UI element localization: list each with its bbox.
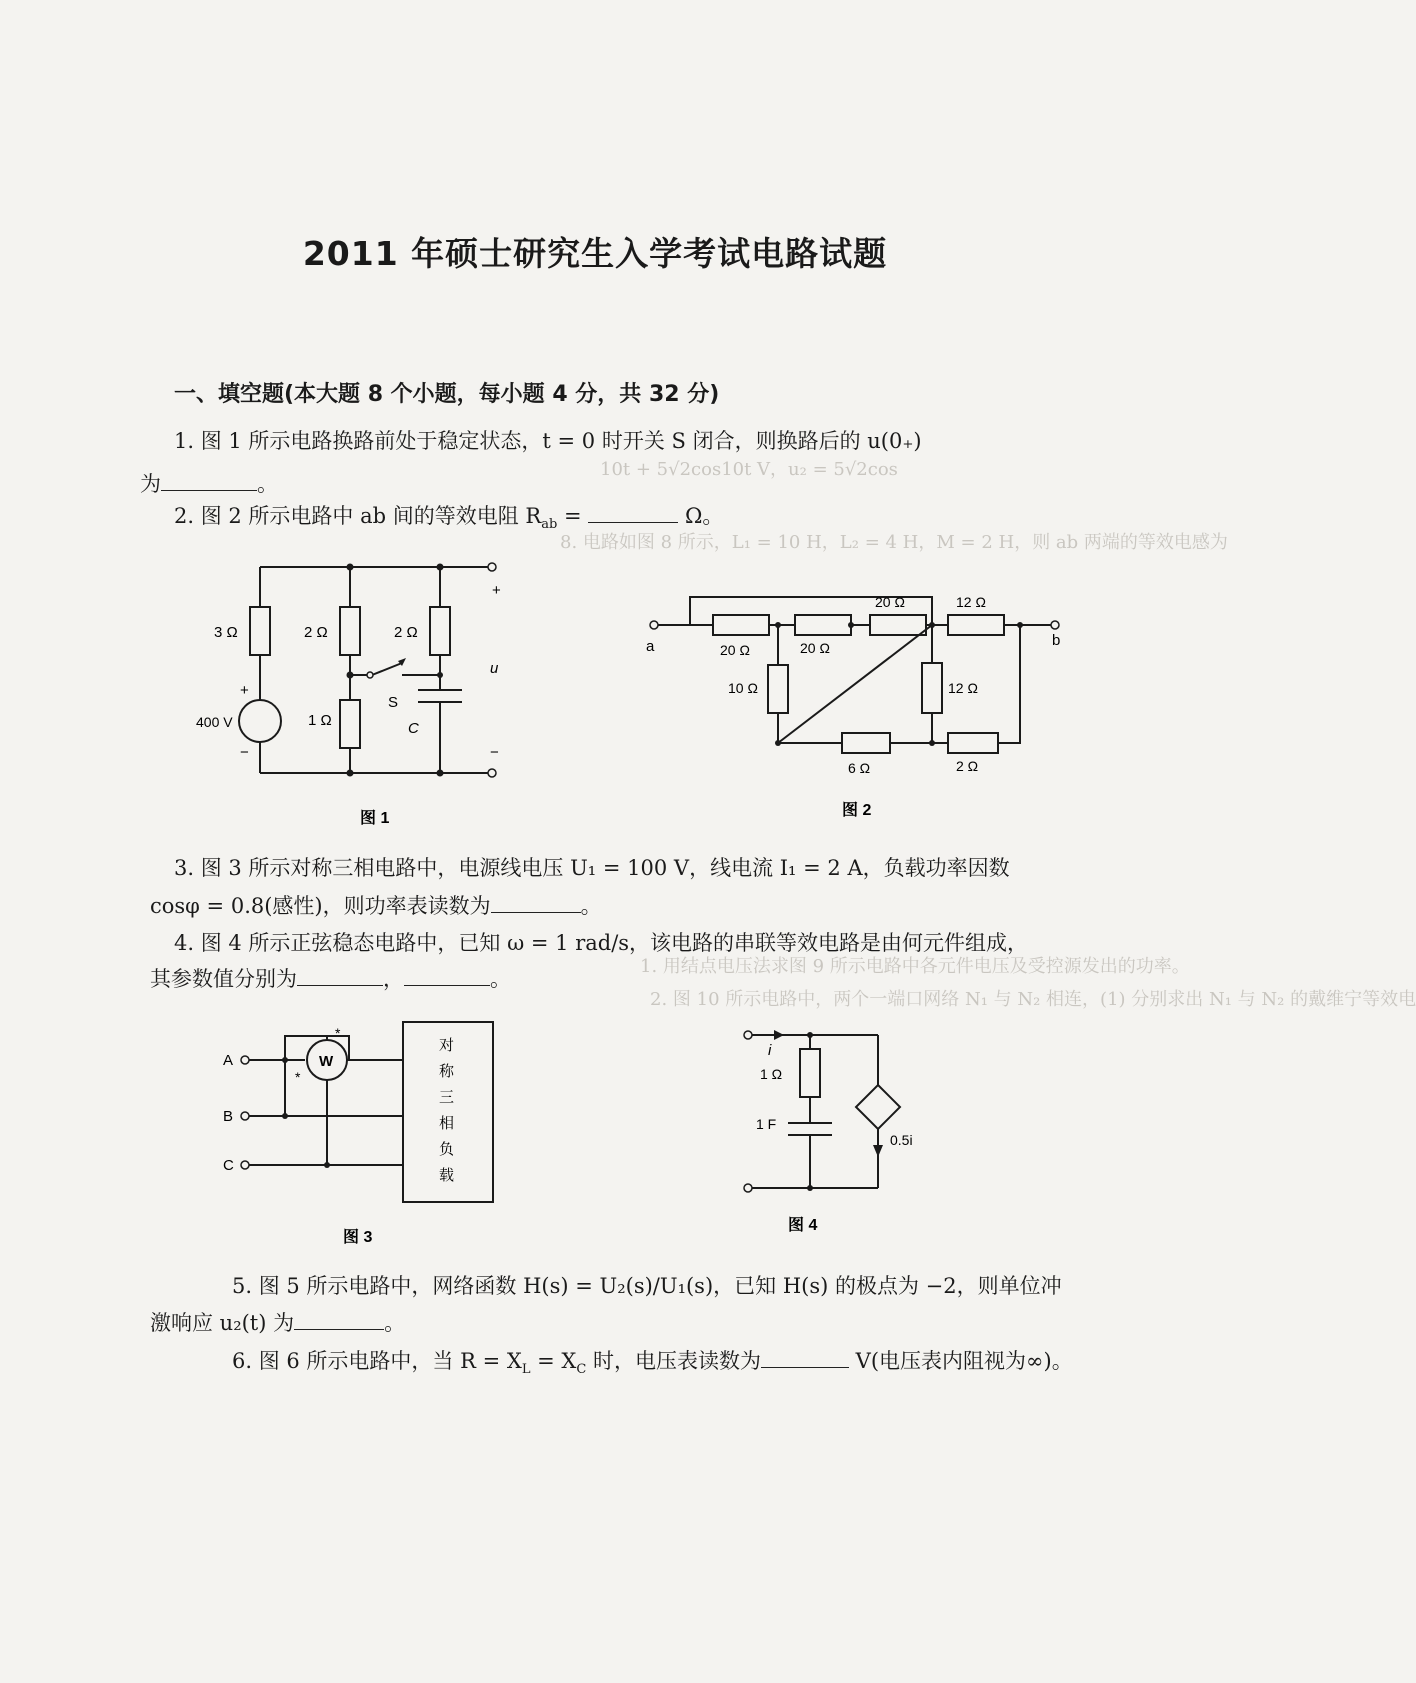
answer-prefix: cosφ = 0.8(感性)，则功率表读数为 bbox=[150, 894, 491, 918]
fig1-switch-label: S bbox=[388, 694, 399, 711]
fig3-phase-c: C bbox=[223, 1157, 234, 1174]
fig3-load-char-6: 载 bbox=[439, 1167, 455, 1184]
fig1-source-plus: + bbox=[240, 682, 249, 699]
section-heading: 一、填空题(本大题 8 个小题，每小题 4 分，共 32 分) bbox=[174, 382, 720, 407]
fig1-cap-label: C bbox=[408, 720, 419, 737]
answer-prefix: 其参数值分别为 bbox=[150, 967, 297, 991]
answer-separator: ， bbox=[383, 967, 404, 991]
fig3-phase-a: A bbox=[223, 1052, 234, 1069]
fig1-caption: 图 1 bbox=[360, 810, 390, 827]
question-3: 3. 图 3 所示对称三相电路中，电源线电压 U₁ = 100 V，线电流 I₁ = 2 A，负载功率因数 bbox=[174, 856, 1010, 880]
q6-text-2: 时，电压表读数为 bbox=[586, 1349, 761, 1373]
q2-subscript: ab bbox=[541, 517, 558, 533]
fig1-out-minus: − bbox=[490, 744, 499, 761]
answer-blank-3[interactable] bbox=[491, 894, 581, 913]
fig2-r-bot2-label: 2 Ω bbox=[956, 758, 979, 774]
fig1-r4-label: 1 Ω bbox=[308, 712, 332, 729]
fig3-load-char-3: 三 bbox=[439, 1089, 455, 1106]
figure-4-circuit bbox=[740, 1025, 960, 1240]
fig2-r-top2-label: 20 Ω bbox=[800, 640, 830, 656]
answer-blank-6[interactable] bbox=[761, 1349, 849, 1368]
fig3-star-2: * bbox=[295, 1069, 301, 1085]
bleed-through-text: 10t + 5√2cos10t V，u₂ = 5√2cos bbox=[600, 459, 898, 480]
fig1-r3-label: 2 Ω bbox=[394, 624, 418, 641]
fig3-phase-b: B bbox=[223, 1108, 234, 1125]
question-4-answer-line bbox=[150, 963, 511, 993]
q6-subscript-l: L bbox=[521, 1362, 531, 1378]
answer-blank-2[interactable] bbox=[588, 504, 678, 523]
question-6 bbox=[232, 1345, 1073, 1377]
fig3-load-char-2: 称 bbox=[439, 1063, 455, 1080]
q2-unit: Ω。 bbox=[678, 504, 724, 528]
answer-suffix: 。 bbox=[257, 472, 278, 496]
fig2-r-top1-label: 20 Ω bbox=[720, 642, 750, 658]
figure-2-circuit bbox=[646, 594, 1080, 885]
fig2-node-a: a bbox=[646, 638, 655, 655]
fig4-resistor-label: 1 Ω bbox=[760, 1066, 783, 1082]
bleed-through-text: 8. 电路如图 8 所示，L₁ = 10 H，L₂ = 4 H，M = 2 H，则 ab 两端的等效电感为 bbox=[560, 532, 1228, 553]
fig4-source-label: 0.5i bbox=[890, 1132, 913, 1148]
bleed-through-text: 2. 图 10 所示电路中，两个一端口网络 N₁ 与 N₂ 相连，(1) 分别求出 N₁ 与 N₂ 的戴维宁等效电 bbox=[650, 989, 1416, 1010]
fig4-caption: 图 4 bbox=[788, 1217, 818, 1234]
q6-unit: V(电压表内阻视为∞)。 bbox=[849, 1349, 1073, 1373]
fig4-current-label: i bbox=[768, 1042, 772, 1059]
fig2-r-top3-label: 20 Ω bbox=[875, 594, 905, 610]
fig2-r-right-label: 12 Ω bbox=[948, 680, 978, 696]
fig3-load-char-4: 相 bbox=[439, 1115, 455, 1132]
fig1-source-label: 400 V bbox=[196, 714, 233, 730]
fig2-caption: 图 2 bbox=[842, 802, 872, 819]
question-5-answer-line bbox=[150, 1307, 405, 1337]
answer-prefix: 激响应 u₂(t) 为 bbox=[150, 1311, 295, 1335]
question-1-answer-line bbox=[140, 468, 278, 498]
fig3-star-1: * bbox=[335, 1025, 341, 1041]
fig1-source-minus: − bbox=[240, 744, 249, 761]
q6-text: 6. 图 6 所示电路中，当 R = X bbox=[232, 1349, 522, 1373]
fig2-r-left-label: 10 Ω bbox=[728, 680, 758, 696]
q6-eq: = X bbox=[530, 1349, 577, 1373]
figure-1-circuit bbox=[190, 545, 530, 835]
question-2 bbox=[174, 500, 723, 532]
fig2-r-top4-label: 12 Ω bbox=[956, 594, 986, 610]
answer-blank-1[interactable] bbox=[161, 472, 257, 491]
figure-3-circuit bbox=[223, 1025, 545, 1260]
q6-subscript-c: C bbox=[576, 1362, 587, 1378]
question-1: 1. 图 1 所示电路换路前处于稳定状态，t = 0 时开关 S 闭合，则换路后的 u(0₊) bbox=[174, 429, 922, 453]
answer-suffix: 。 bbox=[490, 967, 511, 991]
fig3-caption: 图 3 bbox=[343, 1229, 373, 1246]
fig3-load-char-1: 对 bbox=[439, 1037, 455, 1054]
fig1-r1-label: 3 Ω bbox=[214, 624, 238, 641]
fig1-out-label: u bbox=[490, 660, 499, 677]
answer-blank-4a[interactable] bbox=[297, 967, 383, 986]
bleed-through-text: 1. 用结点电压法求图 9 所示电路中各元件电压及受控源发出的功率。 bbox=[640, 956, 1190, 977]
fig4-capacitor-label: 1 F bbox=[756, 1116, 777, 1132]
answer-prefix: 为 bbox=[140, 472, 161, 496]
fig3-load-char-5: 负 bbox=[439, 1141, 455, 1158]
fig2-node-b: b bbox=[1052, 632, 1061, 649]
question-4: 4. 图 4 所示正弦稳态电路中，已知 ω = 1 rad/s，该电路的串联等效电路是由何元件组成， bbox=[174, 931, 1029, 955]
answer-blank-5[interactable] bbox=[294, 1311, 384, 1330]
fig1-r2-label: 2 Ω bbox=[304, 624, 328, 641]
q2-eq: = bbox=[557, 504, 589, 528]
answer-blank-4b[interactable] bbox=[404, 967, 490, 986]
fig3-wattmeter-label: W bbox=[319, 1053, 334, 1070]
fig2-r-bot1-label: 6 Ω bbox=[848, 760, 871, 776]
answer-suffix: 。 bbox=[384, 1311, 406, 1335]
q2-text: 2. 图 2 所示电路中 ab 间的等效电阻 R bbox=[174, 504, 542, 528]
question-3-answer-line bbox=[150, 890, 602, 920]
fig1-out-plus: + bbox=[492, 582, 501, 599]
question-5: 5. 图 5 所示电路中，网络函数 H(s) = U₂(s)/U₁(s)，已知 H(s) 的极点为 −2，则单位冲 bbox=[232, 1274, 1062, 1298]
answer-suffix: 。 bbox=[580, 894, 602, 918]
page-title: 2011 年硕士研究生入学考试电路试题 bbox=[302, 234, 888, 273]
